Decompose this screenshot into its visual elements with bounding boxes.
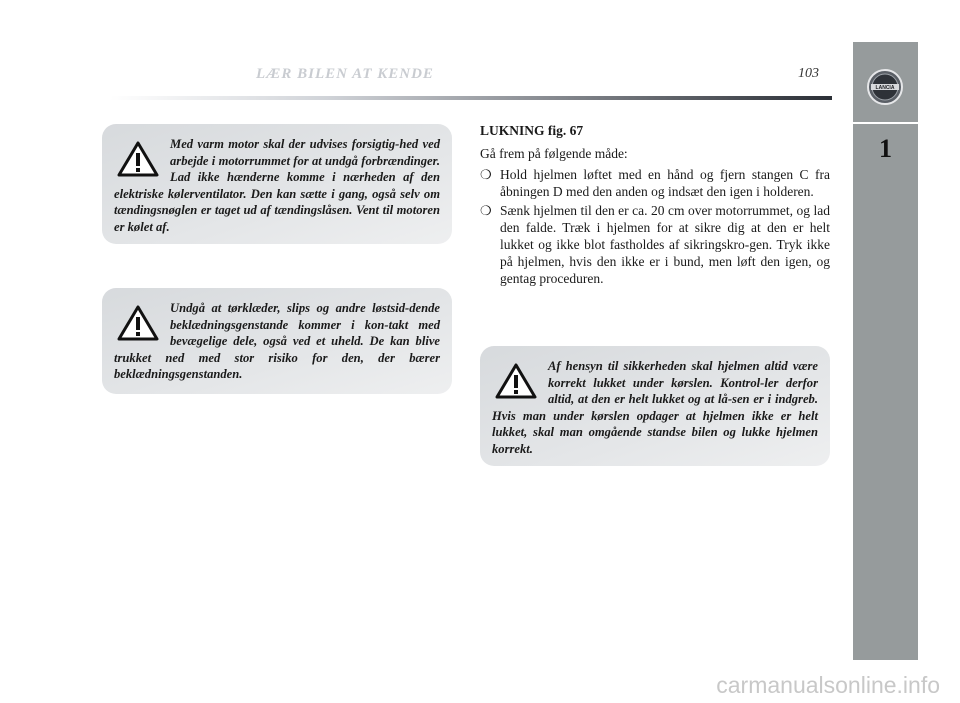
bullet-circle-icon: ❍: [480, 203, 492, 218]
header-rule: [110, 96, 832, 100]
page-number: 103: [798, 66, 819, 81]
warning-text: Med varm motor skal der udvises forsigtig-hed ved arbejde i motorrummet for at undgå forbrændinger. Lad ikke hænderne komme i nærheden af den elektriske kølerventilator. Den kan sætte i gang, også selv om tændingsnøglen er taget ud af tændingslåsen. Vent til motoren er kølet af.: [114, 137, 440, 234]
svg-text:LANCIA: LANCIA: [875, 85, 895, 91]
warning-triangle-icon: [494, 362, 538, 400]
closing-instructions: [480, 122, 830, 289]
header-title: LÆR BILEN AT KENDE: [256, 66, 434, 82]
chapter-side-tab: [853, 42, 918, 660]
warning-box: [102, 288, 452, 394]
section-intro: Gå frem på følgende måde:: [480, 146, 628, 161]
step-text: Sænk hjelmen til den er ca. 20 cm over motorrummet, og lad den falde. Træk i hjelmen for at sikre dig at den er helt lukket og ikke blot fastholdes af sikringskro-gen. Tryk ikke på hjelmen, hvis den ikke er i bund, men løft den igen, og gentag proceduren.: [500, 203, 830, 286]
warning-text: Af hensyn til sikkerheden skal hjelmen altid være korrekt lukket under kørslen. Kontrol-ler derfor altid, at den er helt lukket og at lå-sen er i indgreb. Hvis man under kørslen opdager at hjelmen ikke er helt lukket, skal man omgående standse bilen og lukke hjelmen korrekt.: [492, 359, 818, 456]
footer-watermark: carmanualsonline.info: [716, 672, 940, 698]
warning-box: [480, 346, 830, 466]
tab-divider: [853, 122, 918, 124]
warning-box: [102, 124, 452, 244]
step-text: Hold hjelmen løftet med en hånd og fjern stangen C fra åbningen D med den anden og indsæt den igen i holderen.: [500, 167, 830, 199]
warning-text: Undgå at tørklæder, slips og andre løstsid-dende beklædningsgenstande kommer i kon-takt med bevægelige dele, også ved et uheld. De kan blive trukket ned med stor risiko for den, der bærer beklædningsgenstanden.: [114, 301, 440, 381]
section-heading: LUKNING fig. 67: [480, 123, 584, 138]
warning-triangle-icon: [116, 140, 160, 178]
bullet-circle-icon: ❍: [480, 167, 492, 182]
warning-triangle-icon: [116, 304, 160, 342]
lancia-logo-icon: [866, 68, 904, 106]
list-item: [480, 202, 830, 287]
chapter-number: 1: [879, 134, 892, 163]
list-item: [480, 166, 830, 200]
